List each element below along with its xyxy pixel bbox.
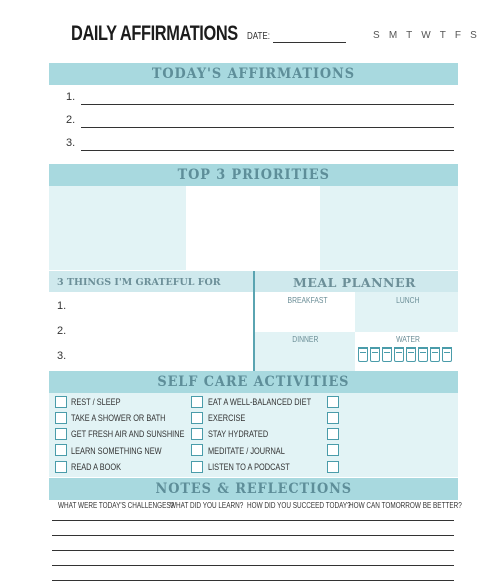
checkbox[interactable] <box>327 428 339 440</box>
self-care-heading: SELF CARE ACTIVITIES <box>157 374 350 390</box>
notes-line[interactable] <box>52 580 454 581</box>
water-glass-icon[interactable] <box>382 347 392 362</box>
activity-label: EAT A WELL-BALANCED DIET <box>208 397 312 407</box>
water-label: WATER <box>396 335 420 344</box>
checkbox[interactable] <box>327 396 339 408</box>
notes-line[interactable] <box>52 520 454 521</box>
water-glass-icon[interactable] <box>430 347 440 362</box>
checkbox[interactable] <box>55 396 67 408</box>
affirmation-number-1: 1. <box>66 91 76 103</box>
checkbox[interactable] <box>191 412 203 424</box>
checkbox[interactable] <box>191 444 203 456</box>
checkbox[interactable] <box>327 444 339 456</box>
water-glass-icon[interactable] <box>358 347 368 362</box>
activity-label: EXERCISE <box>208 413 246 423</box>
affirmation-number-3: 3. <box>66 137 76 149</box>
water-glass-icon[interactable] <box>418 347 428 362</box>
checkbox[interactable] <box>55 412 67 424</box>
grateful-number-1: 1. <box>57 300 67 312</box>
affirmation-number-2: 2. <box>66 114 76 126</box>
grateful-heading: 3 THINGS I'M GRATEFUL FOR <box>57 277 221 288</box>
reflection-question: WHAT DID YOU LEARN? <box>170 501 244 510</box>
notes-line[interactable] <box>52 565 454 566</box>
breakfast-label: BREAKFAST <box>287 296 328 305</box>
activity-label: STAY HYDRATED <box>208 429 269 439</box>
checkbox[interactable] <box>55 444 67 456</box>
affirmation-line-1[interactable] <box>81 104 454 105</box>
water-glass-icon[interactable] <box>394 347 404 362</box>
activity-label: READ A BOOK <box>71 462 122 472</box>
notes-line[interactable] <box>52 535 454 536</box>
date-field[interactable] <box>273 42 346 43</box>
meal-planner-heading: MEAL PLANNER <box>293 275 416 290</box>
reflection-question: WHAT WERE TODAY'S CHALLENGES? <box>58 501 175 510</box>
checkbox[interactable] <box>191 428 203 440</box>
activity-label: LEARN SOMETHING NEW <box>71 446 162 456</box>
dinner-label: DINNER <box>292 335 319 344</box>
priority-box-3[interactable] <box>320 186 458 187</box>
activity-label: GET FRESH AIR AND SUNSHINE <box>71 429 185 439</box>
water-glass-icon[interactable] <box>406 347 416 362</box>
checkbox[interactable] <box>191 396 203 408</box>
notes-band <box>49 478 458 500</box>
priorities-heading: TOP 3 PRIORITIES <box>177 167 330 183</box>
checkbox[interactable] <box>327 461 339 473</box>
weekday-selector[interactable]: S M T W T F S <box>373 30 480 41</box>
activity-label: LISTEN TO A PODCAST <box>208 462 290 472</box>
water-glass-icon[interactable] <box>370 347 380 362</box>
activity-label: REST / SLEEP <box>71 397 121 407</box>
grateful-number-3: 3. <box>57 350 67 362</box>
checkbox[interactable] <box>55 428 67 440</box>
priority-box-2[interactable] <box>186 186 320 270</box>
notes-heading: NOTES & REFLECTIONS <box>155 481 352 497</box>
section-divider <box>253 271 255 371</box>
affirmation-line-2[interactable] <box>81 127 454 128</box>
grateful-number-2: 2. <box>57 325 67 337</box>
checkbox[interactable] <box>327 412 339 424</box>
affirmation-line-3[interactable] <box>81 150 454 151</box>
priority-box-1[interactable] <box>49 186 186 187</box>
affirmations-heading: TODAY'S AFFIRMATIONS <box>151 66 356 82</box>
priorities-band <box>49 164 458 186</box>
lunch-label: LUNCH <box>396 296 420 305</box>
water-glass-icon[interactable] <box>442 347 452 362</box>
notes-line[interactable] <box>52 550 454 551</box>
reflection-question: HOW CAN TOMORROW BE BETTER? <box>349 501 462 510</box>
reflection-question: HOW DID YOU SUCCEED TODAY? <box>247 501 351 510</box>
activity-label: MEDITATE / JOURNAL <box>208 446 285 456</box>
self-care-band <box>49 371 458 393</box>
checkbox[interactable] <box>191 461 203 473</box>
date-label: DATE: <box>247 31 270 42</box>
activity-label: TAKE A SHOWER OR BATH <box>71 413 166 423</box>
page-title: DAILY AFFIRMATIONS <box>71 22 238 45</box>
affirmations-band <box>49 63 458 85</box>
checkbox[interactable] <box>55 461 67 473</box>
